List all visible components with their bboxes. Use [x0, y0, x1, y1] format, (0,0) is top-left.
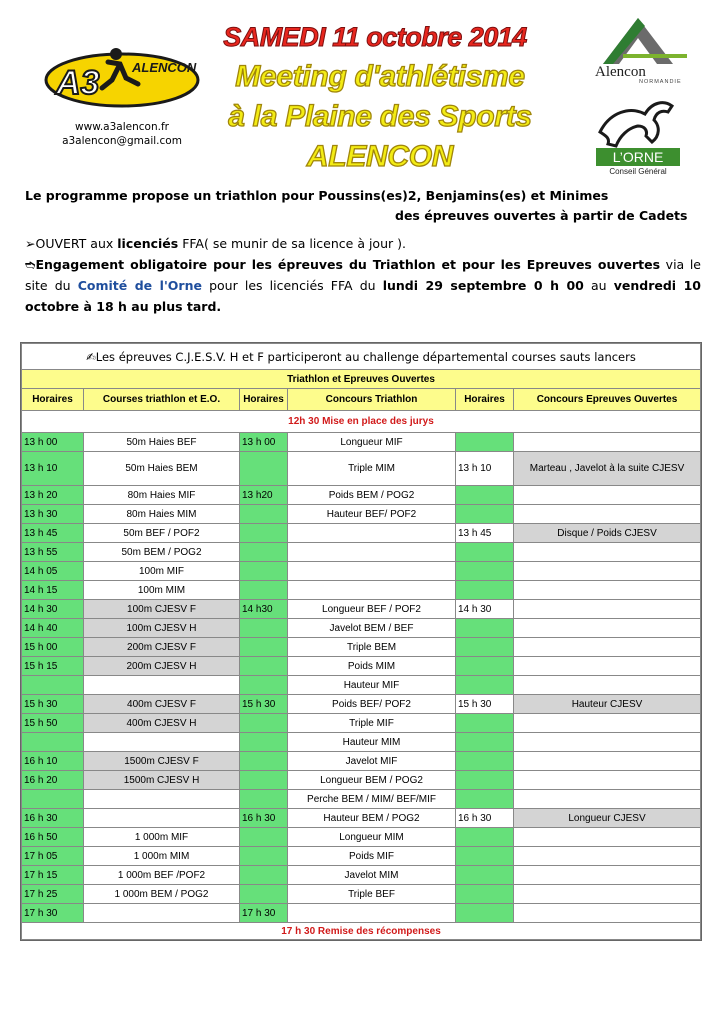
- schedule-row: [22, 676, 701, 695]
- cell-course: 50m Haies BEF: [84, 433, 240, 452]
- open-prefix: ➢OUVERT aux: [25, 236, 118, 251]
- cell-open-event: [514, 619, 701, 638]
- schedule-row: [22, 581, 701, 600]
- svg-text:NORMANDIE: NORMANDIE: [639, 79, 682, 84]
- cell-triathlon-time: [240, 676, 288, 695]
- cell-open-time: [456, 676, 514, 695]
- cell-open-time: [456, 752, 514, 771]
- cell-open-event: [514, 543, 701, 562]
- cell-time: 13 h 30: [22, 505, 84, 524]
- cell-open-time: [456, 885, 514, 904]
- cell-triathlon-time: [240, 505, 288, 524]
- schedule-row: [22, 714, 701, 733]
- cell-open-time: [456, 790, 514, 809]
- cell-open-time: [456, 847, 514, 866]
- cell-open-time: 15 h 30: [456, 695, 514, 714]
- cell-open-event: [514, 733, 701, 752]
- cell-triathlon-event: Hauteur BEM / POG2: [288, 809, 456, 828]
- cell-time: 16 h 30: [22, 809, 84, 828]
- cell-open-event: Longueur CJESV: [514, 809, 701, 828]
- schedule-row: [22, 562, 701, 581]
- cell-triathlon-time: [240, 847, 288, 866]
- cell-open-time: [456, 866, 514, 885]
- cell-triathlon-time: [240, 733, 288, 752]
- cell-triathlon-event: Poids MIM: [288, 657, 456, 676]
- cell-open-event: Disque / Poids CJESV: [514, 524, 701, 543]
- cell-triathlon-event: Poids BEF/ POF2: [288, 695, 456, 714]
- cell-course: 100m MIF: [84, 562, 240, 581]
- cell-time: 14 h 05: [22, 562, 84, 581]
- cell-triathlon-event: [288, 543, 456, 562]
- event-date: SAMEDI 11 octobre 2014: [223, 22, 527, 52]
- cell-open-time: [456, 828, 514, 847]
- cell-triathlon-time: [240, 524, 288, 543]
- cell-course: 80m Haies MIF: [84, 486, 240, 505]
- cell-triathlon-time: [240, 866, 288, 885]
- cell-open-event: [514, 600, 701, 619]
- alencon-city-logo: [583, 14, 693, 84]
- cell-course: 1 000m MIF: [84, 828, 240, 847]
- schedule-row: [22, 866, 701, 885]
- cell-time: 13 h 45: [22, 524, 84, 543]
- cell-time: [22, 733, 84, 752]
- cell-triathlon-event: Triple BEM: [288, 638, 456, 657]
- cell-triathlon-event: Longueur MIM: [288, 828, 456, 847]
- cell-triathlon-event: Poids BEM / POG2: [288, 486, 456, 505]
- cell-open-event: [514, 885, 701, 904]
- title-line-3: ALENCON: [306, 140, 454, 173]
- programme-line-2: des épreuves ouvertes à partir de Cadets: [395, 208, 688, 223]
- schedule-row: [22, 828, 701, 847]
- cell-triathlon-event: Javelot BEM / BEF: [288, 619, 456, 638]
- schedule-row: [22, 733, 701, 752]
- schedule-row: [22, 771, 701, 790]
- registration-mid-2: pour les licenciés FFA du: [201, 278, 383, 293]
- cell-course: 80m Haies MIM: [84, 505, 240, 524]
- cell-triathlon-event: Perche BEM / MIM/ BEF/MIF: [288, 790, 456, 809]
- cell-time: 16 h 50: [22, 828, 84, 847]
- cell-triathlon-time: [240, 828, 288, 847]
- cell-time: 14 h 30: [22, 600, 84, 619]
- cell-time: 15 h 00: [22, 638, 84, 657]
- cell-course: 50m BEM / POG2: [84, 543, 240, 562]
- registration-mid-1: via le site du: [25, 257, 701, 293]
- cell-open-time: [456, 638, 514, 657]
- cell-triathlon-time: 14 h30: [240, 600, 288, 619]
- cell-triathlon-time: [240, 562, 288, 581]
- cell-triathlon-event: Javelot MIF: [288, 752, 456, 771]
- cell-open-event: [514, 771, 701, 790]
- cell-open-event: [514, 847, 701, 866]
- svg-text:ALENCON: ALENCON: [132, 60, 197, 75]
- cell-open-time: [456, 433, 514, 452]
- cell-open-time: [456, 904, 514, 923]
- cell-open-time: [456, 505, 514, 524]
- cell-open-time: [456, 657, 514, 676]
- cell-course: 100m CJESV F: [84, 600, 240, 619]
- cell-triathlon-time: [240, 581, 288, 600]
- cell-open-event: [514, 866, 701, 885]
- cell-triathlon-time: [240, 543, 288, 562]
- cell-course: 1500m CJESV F: [84, 752, 240, 771]
- cell-course: [84, 733, 240, 752]
- cell-triathlon-event: Triple MIF: [288, 714, 456, 733]
- cell-triathlon-time: [240, 452, 288, 486]
- cell-triathlon-event: Hauteur MIF: [288, 676, 456, 695]
- cell-time: 16 h 20: [22, 771, 84, 790]
- title-line-2: à la Plaine des Sports: [228, 100, 532, 133]
- cell-open-time: 16 h 30: [456, 809, 514, 828]
- website-text[interactable]: www.a3alencon.fr: [75, 121, 169, 133]
- schedule-row: [22, 600, 701, 619]
- cell-triathlon-time: [240, 657, 288, 676]
- schedule-row: [22, 433, 701, 452]
- header-horaires-2: Horaires: [240, 389, 288, 411]
- svg-text:Conseil Général: Conseil Général: [609, 167, 667, 176]
- challenge-note: ✍Les épreuves C.J.E.S.V. H et F participeront au challenge départemental courses sauts lancers: [22, 344, 701, 370]
- orne-council-logo: [590, 92, 686, 176]
- cell-course: 200m CJESV F: [84, 638, 240, 657]
- programme-line-1: Le programme propose un triathlon pour Poussins(es)2, Benjamins(es) et Minimes: [25, 188, 609, 203]
- header-horaires-1: Horaires: [22, 389, 84, 411]
- cell-course: 100m CJESV H: [84, 619, 240, 638]
- schedule-row: [22, 524, 701, 543]
- cell-open-event: [514, 752, 701, 771]
- cell-triathlon-event: [288, 562, 456, 581]
- header-concours-triathlon: Concours Triathlon: [288, 389, 456, 411]
- cell-time: [22, 790, 84, 809]
- cell-triathlon-time: 13 h 00: [240, 433, 288, 452]
- cell-open-time: 14 h 30: [456, 600, 514, 619]
- cell-triathlon-time: [240, 885, 288, 904]
- cell-open-event: [514, 433, 701, 452]
- cell-triathlon-event: Hauteur MIM: [288, 733, 456, 752]
- schedule-row: [22, 752, 701, 771]
- cell-triathlon-time: [240, 638, 288, 657]
- cell-open-event: [514, 904, 701, 923]
- cell-open-time: [456, 486, 514, 505]
- schedule-row: [22, 619, 701, 638]
- cell-course: 50m Haies BEM: [84, 452, 240, 486]
- cell-time: 14 h 15: [22, 581, 84, 600]
- comite-orne-link[interactable]: Comité de l'Orne: [77, 278, 202, 293]
- header-horaires-3: Horaires: [456, 389, 514, 411]
- cell-triathlon-time: [240, 771, 288, 790]
- cell-triathlon-event: Triple BEF: [288, 885, 456, 904]
- schedule-row: [22, 695, 701, 714]
- svg-text:L’ORNE: L’ORNE: [612, 149, 664, 165]
- svg-text:A3: A3: [56, 64, 100, 102]
- schedule-row: [22, 543, 701, 562]
- cell-triathlon-time: [240, 714, 288, 733]
- cell-open-event: Marteau , Javelot à la suite CJESV: [514, 452, 701, 486]
- cell-time: 15 h 30: [22, 695, 84, 714]
- cell-time: 13 h 55: [22, 543, 84, 562]
- cell-course: 400m CJESV H: [84, 714, 240, 733]
- cell-open-event: [514, 505, 701, 524]
- schedule-row: [22, 486, 701, 505]
- cell-time: 17 h 15: [22, 866, 84, 885]
- cell-open-event: [514, 790, 701, 809]
- cell-triathlon-event: Triple MIM: [288, 452, 456, 486]
- svg-text:Alencon: Alencon: [595, 64, 646, 80]
- cell-time: 13 h 10: [22, 452, 84, 486]
- cell-time: 13 h 20: [22, 486, 84, 505]
- schedule-row: [22, 505, 701, 524]
- cell-course: 400m CJESV F: [84, 695, 240, 714]
- awards-footer: 17 h 30 Remise des récompenses: [22, 923, 701, 940]
- cell-open-time: [456, 733, 514, 752]
- cell-triathlon-time: 17 h 30: [240, 904, 288, 923]
- schedule-row: [22, 452, 701, 486]
- schedule-row: [22, 790, 701, 809]
- cell-time: 15 h 50: [22, 714, 84, 733]
- cell-triathlon-event: Longueur BEF / POF2: [288, 600, 456, 619]
- cell-open-event: [514, 676, 701, 695]
- cell-triathlon-time: 13 h20: [240, 486, 288, 505]
- cell-course: [84, 809, 240, 828]
- jury-note: 12h 30 Mise en place des jurys: [22, 411, 701, 433]
- cell-open-time: 13 h 45: [456, 524, 514, 543]
- cell-course: 1500m CJESV H: [84, 771, 240, 790]
- cell-triathlon-event: [288, 524, 456, 543]
- cell-triathlon-time: [240, 752, 288, 771]
- cell-open-event: [514, 486, 701, 505]
- registration-bold: Engagement obligatoire pour les épreuves du Triathlon et pour les Epreuves ouvertes: [35, 257, 661, 272]
- cell-open-event: [514, 657, 701, 676]
- cell-triathlon-event: Longueur MIF: [288, 433, 456, 452]
- cell-triathlon-time: [240, 619, 288, 638]
- email-text[interactable]: a3alencon@gmail.com: [62, 135, 182, 147]
- cell-time: 15 h 15: [22, 657, 84, 676]
- a3-alencon-logo: [42, 44, 202, 110]
- cell-triathlon-event: Hauteur BEF/ POF2: [288, 505, 456, 524]
- cell-time: 13 h 00: [22, 433, 84, 452]
- open-licence-note: [25, 236, 406, 251]
- open-suffix: FFA( se munir de sa licence à jour ).: [178, 236, 406, 251]
- header-concours-eo: Concours Epreuves Ouvertes: [514, 389, 701, 411]
- cell-time: [22, 676, 84, 695]
- cell-open-event: [514, 581, 701, 600]
- schedule-row: [22, 809, 701, 828]
- registration-mid-3: au: [583, 278, 614, 293]
- cell-open-time: [456, 562, 514, 581]
- cell-open-event: [514, 562, 701, 581]
- cell-triathlon-time: 15 h 30: [240, 695, 288, 714]
- cell-open-time: [456, 771, 514, 790]
- cell-triathlon-event: Longueur BEM / POG2: [288, 771, 456, 790]
- cell-open-event: [514, 714, 701, 733]
- contact-block: [62, 120, 182, 148]
- registration-end: vendredi 10 octobre à 18 h au plus tard.: [25, 278, 701, 314]
- cell-triathlon-time: [240, 790, 288, 809]
- cell-open-event: Hauteur CJESV: [514, 695, 701, 714]
- open-bold: licenciés: [117, 236, 179, 251]
- cell-time: 17 h 05: [22, 847, 84, 866]
- registration-start: lundi 29 septembre 0 h 00: [382, 278, 584, 293]
- schedule-row: [22, 638, 701, 657]
- cell-open-time: [456, 581, 514, 600]
- section-title: Triathlon et Epreuves Ouvertes: [22, 370, 701, 389]
- cell-time: 17 h 25: [22, 885, 84, 904]
- cell-open-event: [514, 828, 701, 847]
- title-line-1: Meeting d'athlétisme: [235, 60, 525, 93]
- header-courses: Courses triathlon et E.O.: [84, 389, 240, 411]
- cell-triathlon-event: [288, 904, 456, 923]
- cell-open-time: [456, 714, 514, 733]
- cell-course: 200m CJESV H: [84, 657, 240, 676]
- cell-course: [84, 904, 240, 923]
- cell-open-event: [514, 638, 701, 657]
- schedule-row: [22, 847, 701, 866]
- cell-triathlon-time: 16 h 30: [240, 809, 288, 828]
- cell-open-time: 13 h 10: [456, 452, 514, 486]
- cell-course: 1 000m BEF /POF2: [84, 866, 240, 885]
- schedule-row: [22, 885, 701, 904]
- cell-course: [84, 790, 240, 809]
- cell-course: 50m BEF / POF2: [84, 524, 240, 543]
- arrow-icon: ➬: [25, 257, 36, 272]
- schedule-row: [22, 904, 701, 923]
- cell-triathlon-event: Poids MIF: [288, 847, 456, 866]
- cell-triathlon-event: [288, 581, 456, 600]
- cell-open-time: [456, 543, 514, 562]
- schedule-table: [20, 342, 702, 941]
- cell-course: 100m MIM: [84, 581, 240, 600]
- registration-note: [25, 254, 701, 317]
- cell-open-time: [456, 619, 514, 638]
- cell-triathlon-event: Javelot MIM: [288, 866, 456, 885]
- cell-time: 16 h 10: [22, 752, 84, 771]
- cell-course: 1 000m MIM: [84, 847, 240, 866]
- cell-course: 1 000m BEM / POG2: [84, 885, 240, 904]
- cell-time: 14 h 40: [22, 619, 84, 638]
- cell-course: [84, 676, 240, 695]
- schedule-row: [22, 657, 701, 676]
- cell-time: 17 h 30: [22, 904, 84, 923]
